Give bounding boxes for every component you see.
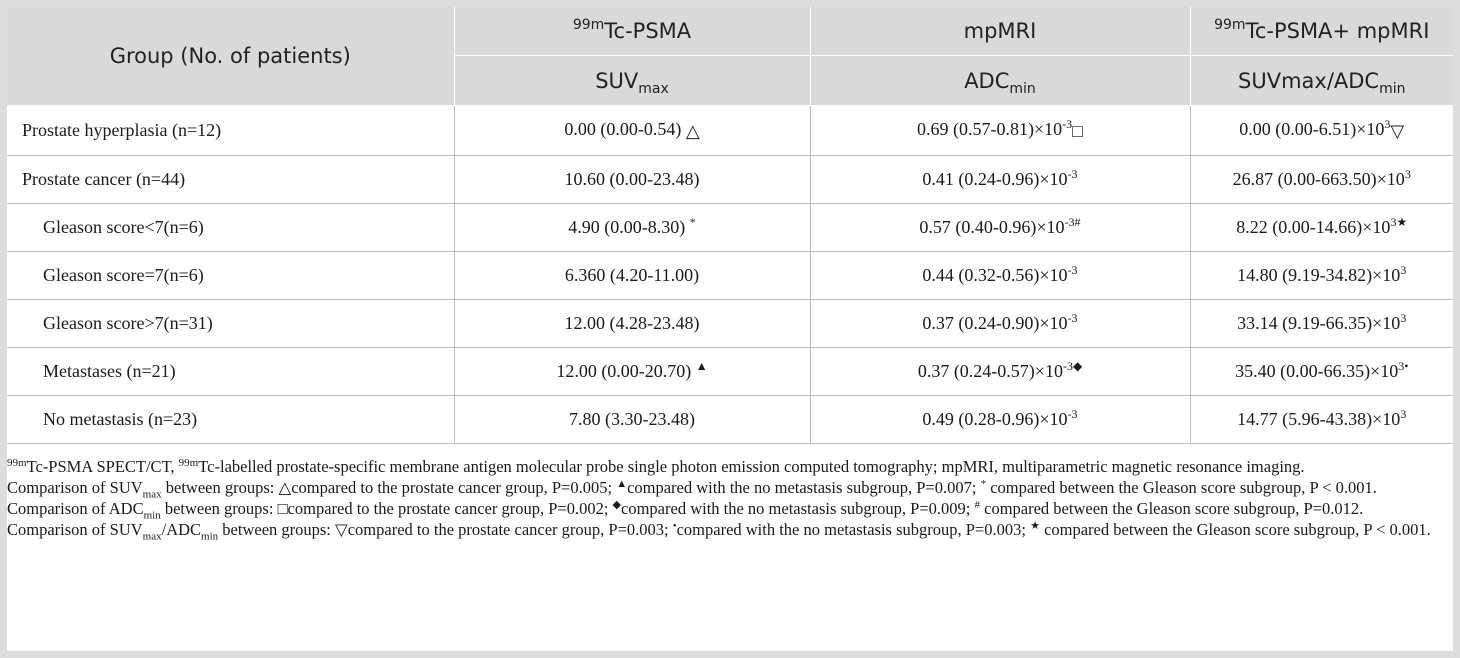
square-outline-icon: □ — [277, 499, 288, 518]
adc-cell: 0.37 $(0.24-0.90)\times 10^{-3}$ — [810, 300, 1190, 348]
square-outline-icon: □ — [1072, 120, 1083, 141]
footnote-ratio: Comparison of $SUV_{max}/ADC_{min}$ between groups: ▽compared to the prostate cancer group, P=0.003; •compared with the no metastasis subgroup, P=0.003; ★ compared between the Gleason score subgroup, P < 0.001. — [7, 520, 1431, 543]
diamond-filled-icon: ◆ — [612, 499, 622, 511]
suv-cell: 6.360 (4.20-11.00) — [454, 252, 810, 300]
ratio-cell: 14.80 $(9.19-34.82)\times 10^3$ — [1190, 252, 1453, 300]
adc-cell: 0.69 $(0.57-0.81)\times 10^{-3}□$ — [810, 106, 1190, 156]
adc-cell: 0.44 $(0.32-0.56)\times 10^{-3}$ — [810, 252, 1190, 300]
diamond-filled-icon: ◆ — [1072, 359, 1083, 373]
data-table — [7, 7, 1453, 444]
triangle-outline-icon: △ — [685, 120, 700, 141]
header-group: Group (No. of patients) — [7, 7, 454, 106]
star-icon: ★ — [1030, 520, 1040, 532]
row-label: Gleason score<7(n=6) — [7, 204, 454, 252]
header-mpmri: mpMRI — [810, 7, 1190, 56]
triangle-filled-icon: ▲ — [695, 359, 708, 373]
table-row — [7, 348, 1453, 396]
table-footnotes — [7, 456, 1453, 543]
suv-cell: 12.00 (4.28-23.48) — [454, 300, 810, 348]
table-row — [7, 252, 1453, 300]
ratio-cell: 33.14 $(9.19-66.35)\times 10^3$ — [1190, 300, 1453, 348]
ratio-cell: 8.22 $(0.00-14.66)\times 10^{3★}$ — [1190, 204, 1453, 252]
header-adcmin: $ADC_{min}$ — [810, 56, 1190, 106]
table-row — [7, 106, 1453, 156]
ratio-cell: 26.87 $(0.00-663.50)\times 10^3$ — [1190, 156, 1453, 204]
header-ratio: SUVmax/$ADC_{min}$ — [1190, 56, 1453, 106]
adc-cell: 0.49 $(0.28-0.96)\times 10^{-3}$ — [810, 396, 1190, 444]
table-header — [7, 7, 1453, 106]
table-row — [7, 204, 1453, 252]
row-label: No metastasis (n=23) — [7, 396, 454, 444]
suv-cell: 7.80 (3.30-23.48) — [454, 396, 810, 444]
suv-cell: 10.60 (0.00-23.48) — [454, 156, 810, 204]
asterisk-icon: * — [980, 478, 987, 490]
row-label: Gleason score>7(n=31) — [7, 300, 454, 348]
triangle-filled-icon: ▲ — [616, 478, 628, 490]
suv-cell: 4.90 (0.00-8.30) * — [454, 204, 810, 252]
adc-cell: 0.37 $(0.24-0.57)\times 10^{-3◆}$ — [810, 348, 1190, 396]
table-figure — [7, 7, 1453, 651]
ratio-cell: 14.77 $(5.96-43.38)\times 10^3$ — [1190, 396, 1453, 444]
hash-icon: # — [974, 499, 980, 511]
suv-cell: 0.00 (0.00-0.54) △ — [454, 106, 810, 156]
asterisk-icon: * — [689, 215, 696, 229]
bullet-icon: • — [672, 520, 677, 532]
row-label: Metastases (n=21) — [7, 348, 454, 396]
adc-cell: 0.41 $(0.24-0.96)\times 10^{-3}$ — [810, 156, 1190, 204]
triangle-down-outline-icon: ▽ — [1390, 120, 1405, 141]
suv-cell: 12.00 (0.00-20.70) ▲ — [454, 348, 810, 396]
table-body — [7, 106, 1453, 444]
triangle-outline-icon: △ — [278, 478, 292, 497]
footnote-adc: Comparison of $ADC_{min}$ between groups: □compared to the prostate cancer group, P=0.002; ◆compared with the no metastasis subgroup, P=0.009; # compared between the Gleason score subgroup, P=0.012. — [7, 499, 1364, 522]
footnote-suv: Comparison of $SUV_{max}$ between groups: △compared to the prostate cancer group, P=0.005; ▲compared with the no metastasis subgroup, P=0.007; * compared between the Gleason score subgroup, P < 0.001. — [7, 478, 1377, 501]
ratio-cell: 0.00 $(0.00-6.51)\times 10^3▽$ — [1190, 106, 1453, 156]
ratio-cell: 35.40 $(0.00-66.35)\times 10^{3•}$ — [1190, 348, 1453, 396]
row-label: Prostate hyperplasia (n=12) — [7, 106, 454, 156]
row-label: Prostate cancer (n=44) — [7, 156, 454, 204]
row-label: Gleason score=7(n=6) — [7, 252, 454, 300]
header-tc-psma: $^{99m}$Tc-PSMA — [454, 7, 810, 56]
header-combined: $^{99m}$Tc-PSMA+ mpMRI — [1190, 7, 1453, 56]
table-row — [7, 156, 1453, 204]
star-icon: ★ — [1396, 215, 1408, 229]
triangle-down-outline-icon: ▽ — [335, 520, 348, 539]
header-suvmax: $SUV_{max}$ — [454, 56, 810, 106]
footnote-abbreviations: $^{99m}$Tc-PSMA SPECT/CT, $^{99m}$Tc-labelled prostate-specific membrane antigen molecular probe single photon emission computed tomography; mpMRI, multiparametric magnetic resonance imaging. — [7, 457, 1305, 476]
table-row — [7, 300, 1453, 348]
adc-cell: 0.57 $(0.40-0.96)\times 10^{-3\#}$ — [810, 204, 1190, 252]
table-row — [7, 396, 1453, 444]
